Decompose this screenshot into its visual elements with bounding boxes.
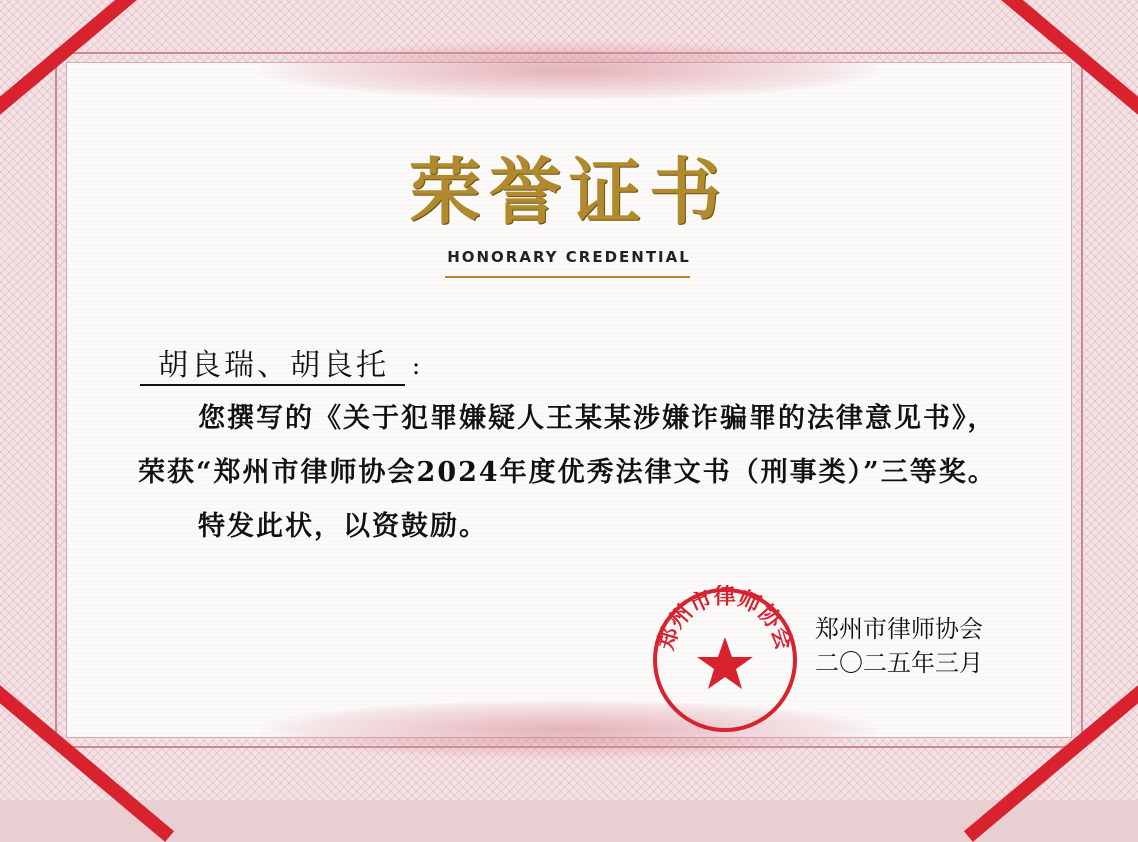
certificate-title: 荣誉证书 [408, 150, 729, 234]
award-paragraph: 您撰写的《关于犯罪嫌疑人王某某涉嫌诈骗罪的法律意见书》，荣获“郑州市律师协会2024年度优秀法律文书（刑事类）”三等奖。 [138, 403, 997, 488]
certificate-subtitle: HONORARY CREDENTIAL [447, 248, 691, 266]
certificate-body [138, 392, 1018, 554]
official-seal [650, 585, 800, 735]
recipient-colon: : [412, 352, 421, 380]
recipient-names: 胡良瑞、胡良托 [140, 340, 405, 386]
issuer-name: 郑州市律师协会 [815, 615, 983, 643]
seal-text: 郑州市律师协会 [653, 585, 797, 653]
subtitle-divider [445, 276, 690, 278]
closing-paragraph: 特发此状，以资鼓励。 [198, 511, 488, 542]
top-ornament [259, 40, 879, 100]
star-icon [697, 637, 753, 689]
signature-block [815, 612, 983, 680]
issue-date: 二〇二五年三月 [815, 649, 983, 677]
